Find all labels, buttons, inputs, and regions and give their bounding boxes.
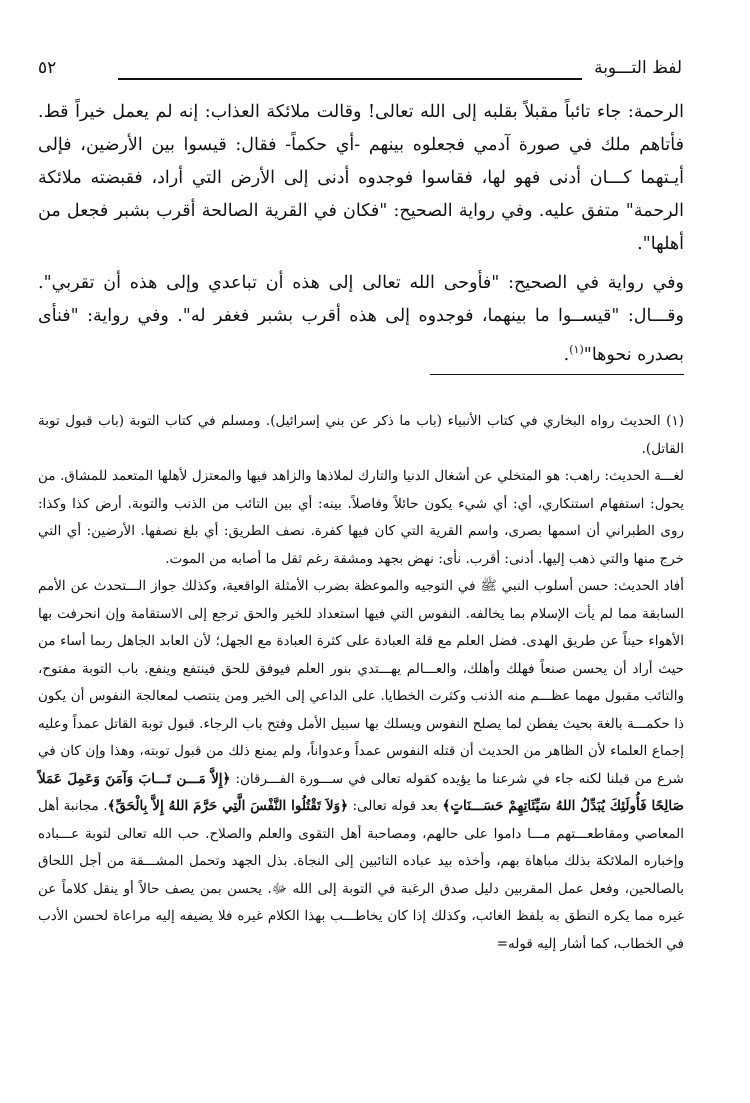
paragraph-end: . xyxy=(563,344,570,365)
footnotes xyxy=(38,408,684,958)
main-paragraph xyxy=(38,267,684,372)
page-number: ٥٢ xyxy=(38,58,57,78)
footnote-source: (١) الحديث رواه البخاري في كتاب الأنبياء (باب ما ذكر عن بني إسرائيل). ومسلم في كتاب التوبة (باب قبول توبة القاتل). xyxy=(38,413,684,457)
footnote-separator xyxy=(430,374,684,375)
footnote-vocabulary: لغـــة الحديث: راهب: هو المتخلي عن أشغال الدنيا والتارك لملاذها والزاهد فيها والمعتزل لأهلها المتعمد للمشاق. من يحول: استفهام استنكاري، أي: أي شيء يكون حائلاً وفاصلاً. بينه: أي بين التائب من الذنب والتوبة. أرض كذا وكذا: روى الطبراني أن اسمها بصرى، واسم القرية التي كان فيها كفرة. نصف الطريق: أي بلغ نصفها. الأرضين: أي التي خرج منها والتي ذهب إليها. أدنى: أقرب. نأى: نهض بجهد ومشقة رغم ثقل ما أصابه من الموت. xyxy=(38,468,684,567)
lessons-text: أفاد الحديث: حسن أسلوب النبي ﷺ في التوجيه والموعظة بضرب الأمثلة الواقعية، وكذلك جواز الـــتحدث عن الأمم السابقة مما لم يأت الإسلام بما يخالفه. النفوس التي فيها استعداد للخير والحق ترجع إلى الاستقامة وإن انحرفت بها الأهواء حيناً عن طريق الهدى. فضل العلم مع قلة العبادة على كثرة العبادة مع الجهل؛ لأن العابد الجاهل ربما أساء من حيث أراد أن يحسن صنعاً فهلك وأهلك، والعـــالم يهـــتدي بنور العلم فيوفق للحق فينتفع وينفع. باب التوبة مفتوح، والتائب مقبول مهما عظـــم منه الذنب وكثرت الخطايا. على الداعي إلى الخير ومن ينتصب لمعالجة النفوس أن يكون ذا حكمـــة بالغة بحيث يفطن لما يصلح النفوس ويسلك بها سبيل الأمل وفتح باب الرجاء. قبول توبة القاتل عمداً وعليه إجماع العلماء لأن الظاهر من الحديث أن قتله النفوس عمداً وعدواناً، ولم يمنع ذلك من قبول توبته، وهذا وإن كان في شرع من قبلنا لكنه جاء في شرعنا ما يؤيده كقوله تعالى في ســـورة الفـــرقان: xyxy=(38,578,684,787)
quran-verse: ﴿وَلاَ تَقْتُلُوا النَّفْسَ الَّتِي حَرَّمَ اللهُ إِلاَّ بِالْحَقِّ﴾ xyxy=(107,798,349,814)
footnote-lessons xyxy=(38,573,684,958)
main-paragraph: الرحمة: جاء تائباً مقبلاً بقلبه إلى الله تعالى! وقالت ملائكة العذاب: إنه لم يعمل خيراً قط. فأتاهم ملك في صورة آدمي فجعلوه بينهم -أي حكماً- فقال: قيسوا بين الأرضين، فإلى أيـتهما كـــان أدنى فهو لها، فقاسوا فوجدوه أدنى إلى الأرض التي أراد، فقبضته ملائكة الرحمة" متفق عليه. وفي رواية الصحيح: "فكان في القرية الصالحة أقرب بشبر فجعل من أهلها". xyxy=(38,102,684,254)
lessons-text: بعد قوله تعالى: xyxy=(348,798,443,814)
quran-verse: ﴿إِلاَّ مَـــن تَـــابَ وَآمَنَ وَعَمِلَ عَمَلاً صَالِحًا فَأُولَئِكَ يُبَدِّلُ اللهُ سَيِّئَاتِهِمْ حَسَـــنَاتٍ﴾ xyxy=(38,770,684,814)
lessons-text: . مجانبة أهل المعاصي ومقاطعـــتهم مـــا داموا على حالهم، ومصاحبة أهل التقوى والعلم والصلاح. حب الله تعالى لتوبة عـــباده وإخباره الملائكة بذلك مباهاة بهم، وأخذه بيد عباده التائبين إلى النجاة. بذل الجهد وتحمل المشـــقة من أجل اللحاق بالصالحين، وفعل عمل المقربين دليل صدق الرغبة في التوبة إلى الله ﷻ. يحسن بمن يصف حالاً أو ينقل كلاماً عن غيره مما يكره النطق به بلفظ الغائب، وكذلك إذا كان يخاطـــب بهذا الكلام غيره فلا يضيفه إليه مراعاة لحسن الأدب في الخطاب، كما أشار إليه قوله= xyxy=(38,798,684,952)
running-title: لفظ التـــوبة xyxy=(594,58,682,78)
header-rule xyxy=(118,78,582,80)
footnote-ref: (١) xyxy=(569,343,584,356)
page-header xyxy=(38,56,682,90)
main-text xyxy=(38,96,684,372)
paragraph-text: وفي رواية في الصحيح: "فأوحى الله تعالى إلى هذه أن تباعدي وإلى هذه أن تقربي". وقـــال: "قيســوا ما بينهما، فوجدوه إلى هذه أقرب بشبر فغفر له". وفي رواية: "فنأى بصدره نحوها" xyxy=(38,273,684,365)
